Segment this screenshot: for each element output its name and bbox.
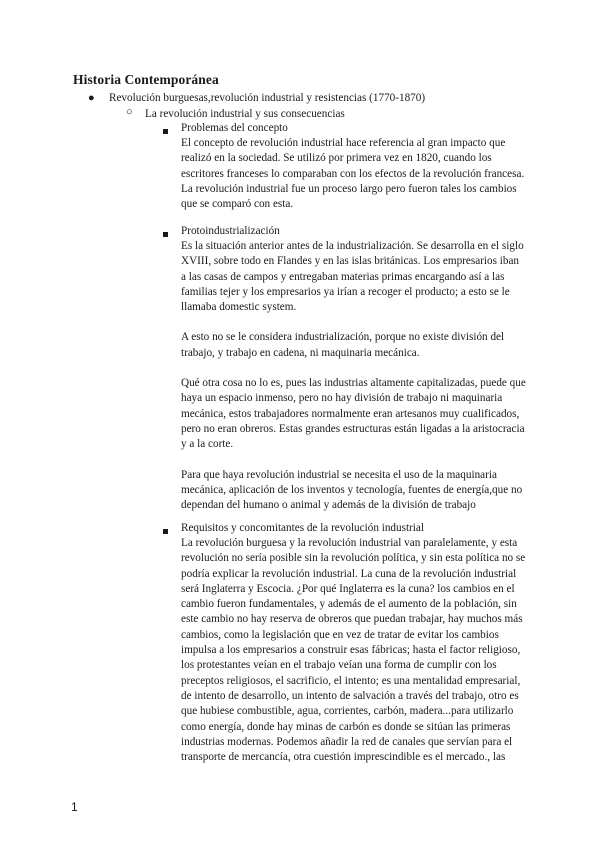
section-title: Protoindustrialización (181, 225, 280, 237)
section-requisitos (181, 521, 526, 765)
section-title: Requisitos y concomitantes de la revolución industrial (181, 522, 424, 534)
document-title: Historia Contemporánea (73, 72, 219, 87)
paragraph: Para que haya revolución industrial se necesita el uso de la maquinaria mecánica, aplicación de los inventos y tecnología, fuentes de energía,que no dependan del humano o animal y además de la división de trabajo (181, 468, 523, 512)
bullet-circle-icon: ○ (126, 106, 133, 118)
page-number: 1 (71, 800, 78, 814)
bullet-level2-text: La revolución industrial y sus consecuencias (145, 108, 345, 120)
bullet-square-icon (163, 232, 168, 237)
bullet-level1-text: Revolución burguesas,revolución industrial y resistencias (1770-1870) (109, 92, 426, 104)
bullet-disc-icon: ● (88, 92, 95, 104)
paragraph: Es la situación anterior antes de la industrialización. Se desarrolla en el siglo XVIII, sobre todo en Flandes y en las islas británicas. Los empresarios iban a las casas de campos y entregaban materias primas encargando así a las familias tejer y los empresarios ya irían a recoger el producto; a esto se le llamaba domestic system. (181, 240, 524, 314)
bullet-square-icon (163, 129, 168, 134)
paragraph: El concepto de revolución industrial hace referencia al gran impacto que realizó en la sociedad. Se utilizó por primera vez en 1820, cuando los escritores franceses lo comparaban con los efectos de la revolución francesa. La revolución industrial fue un proceso largo pero fueron tales los cambios que se comparó con esta. (181, 137, 525, 211)
paragraph: Qué otra cosa no lo es, pues las industrias altamente capitalizadas, puede que haya un espacio inmenso, pero no hay división de trabajo ni maquinaria mecánica, estos trabajadores normalmente eran artesanos muy cualificados, pero no eran obreros. Estas grandes estructuras están ligadas a la aristocracia y a la corte. (181, 377, 526, 451)
section-protoindustrializacion (181, 224, 526, 513)
bullet-square-icon (163, 529, 168, 534)
section-problemas-del-concepto (181, 121, 526, 212)
paragraph: A esto no se le considera industrialización, porque no existe división del trabajo, y trabajo en cadena, ni maquinaria mecánica. (181, 331, 505, 359)
paragraph: La revolución burguesa y la revolución industrial van paralelamente, y esta revolución no sería posible sin la revolución política, y sin esta política no se podría explicar la revolución industrial. La cuna de la revolución industrial será Inglaterra y Escocia. ¿Por qué Inglaterra es la cuna? los cambios en el cambio fueron fundamentales, y además de el aumento de la población, sin este cambio no hay reserva de obreros que puedan trabajar, hay muchos más cambios, como la legislación que en vez de tratar de evitar los cambios impulsa a los empresarios a construir esas fábricas; hasta el factor religioso, los protestantes veían en el trabajo veían una forma de cumplir con los preceptos religiosos, el sacrificio, el intento; es una mentalidad empresarial, de intento de desarrollo, un intento de salvación a través del trabajo, otro es que hubiese combustible, agua, corrientes, carbón, madera...para utilizarlo como energía, donde hay minas de carbón es donde se sitúan las primeras industrias modernas. Podemos añadir la red de canales que servían para el transporte de mercancía, otra cuestión imprescindible es el mercado., las (181, 537, 526, 764)
section-title: Problemas del concepto (181, 122, 288, 134)
